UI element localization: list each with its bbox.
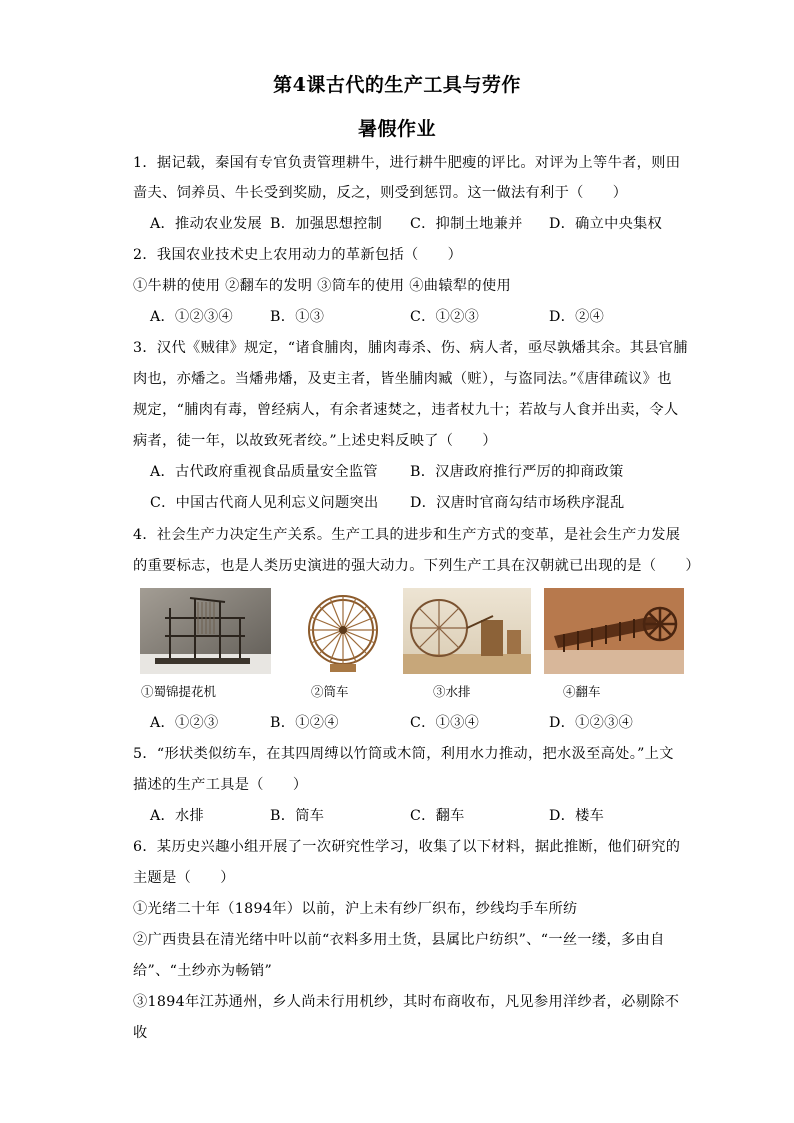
q5-option-b[interactable]: B．筒车 <box>270 808 325 824</box>
q6-material-2-line2: 给”、“土纱亦为畅销” <box>133 963 273 979</box>
q2-stem-line1: 2．我国农业技术史上农用动力的革新包括（ ） <box>133 247 463 263</box>
square-pallet-chain-pump-image <box>544 588 684 674</box>
q2-option-a[interactable]: A．①②③④ <box>150 309 233 325</box>
q4-stem-line2: 的重要标志，也是人类历史演进的强大动力。下列生产工具在汉朝就已出现的是（ ） <box>133 558 700 574</box>
q3-option-a[interactable]: A．古代政府重视食品质量安全监管 <box>150 464 378 480</box>
caption-tube-wheel: ②筒车 <box>311 684 349 699</box>
q5-option-c[interactable]: C．翻车 <box>410 808 465 824</box>
q2-option-b[interactable]: B．①③ <box>270 309 325 325</box>
q1-option-d[interactable]: D．确立中央集权 <box>549 216 663 232</box>
q3-option-c[interactable]: C．中国古代商人见利忘义问题突出 <box>150 495 379 511</box>
q4-option-c[interactable]: C．①③④ <box>410 715 480 731</box>
q1-stem-line1: 1．据记载，秦国有专官负责管理耕牛，进行耕牛肥瘦的评比。对评为上等牛者，则田 <box>133 155 681 171</box>
q2-option-d[interactable]: D．②④ <box>549 309 605 325</box>
q6-material-3-line2: 收 <box>133 1025 148 1041</box>
q2-statements: ①牛耕的使用 ②翻车的发明 ③筒车的使用 ④曲辕犁的使用 <box>133 278 512 294</box>
q3-option-b[interactable]: B．汉唐政府推行严厉的抑商政策 <box>410 464 624 480</box>
caption-chain-pump: ④翻车 <box>563 684 601 699</box>
q3-stem-line1: 3．汉代《贼律》规定，“诸食脯肉，脯肉毒杀、伤、病人者，亟尽孰燔其余。其县官脯 <box>133 340 688 356</box>
q6-material-3-line1: ③1894年江苏通州，乡人尚未行用机纱，其时布商收布，凡见参用洋纱者，必剔除不 <box>133 994 680 1010</box>
q5-stem-line1: 5．“形状类似纺车，在其四周缚以竹筒或木筒，利用水力推动，把水汲至高处。”上文 <box>133 746 674 762</box>
q5-option-a[interactable]: A．水排 <box>150 808 205 824</box>
caption-loom: ①蜀锦提花机 <box>141 684 217 699</box>
caption-water-bellows: ③水排 <box>433 684 471 699</box>
q6-stem-line2: 主题是（ ） <box>133 870 235 886</box>
q4-option-d[interactable]: D．①②③④ <box>549 715 634 731</box>
water-bellows-image <box>403 588 531 674</box>
q4-stem-line1: 4．社会生产力决定生产关系。生产工具的进步和生产方式的变革，是社会生产力发展 <box>133 527 681 543</box>
loom-image <box>140 588 271 674</box>
q5-option-d[interactable]: D．楼车 <box>549 808 605 824</box>
q1-option-b[interactable]: B．加强思想控制 <box>270 216 383 232</box>
q3-stem-line3: 规定，“脯肉有毒，曾经病人，有余者速焚之，违者杖九十；若故与人食并出卖，令人 <box>133 402 679 418</box>
q2-option-c[interactable]: C．①②③ <box>410 309 480 325</box>
q4-option-a[interactable]: A．①②③ <box>150 715 219 731</box>
q4-option-b[interactable]: B．①②④ <box>270 715 339 731</box>
q5-stem-line2: 描述的生产工具是（ ） <box>133 777 308 793</box>
q1-option-a[interactable]: A．推动农业发展 <box>150 216 262 232</box>
q6-material-1: ①光绪二十年（1894年）以前，沪上未有纱厂织布，纱线均手车所纺 <box>133 901 578 917</box>
q1-stem-line2: 啬夫、饲养员、牛长受到奖励，反之，则受到惩罚。这一做法有利于（ ） <box>133 185 628 201</box>
page-title: 第4课古代的生产工具与劳作 <box>273 74 521 96</box>
q3-stem-line4: 病者，徒一年，以故致死者绞。”上述史料反映了（ ） <box>133 433 497 449</box>
q3-stem-line2: 肉也，亦燔之。当燔弗燔，及吏主者，皆坐脯肉臧（赃），与盗同法。”《唐律疏议》也 <box>133 371 672 387</box>
q3-option-d[interactable]: D．汉唐时官商勾结市场秩序混乱 <box>410 495 625 511</box>
q6-stem-line1: 6．某历史兴趣小组开展了一次研究性学习，收集了以下材料，据此推断，他们研究的 <box>133 839 681 855</box>
tube-wheel-image <box>300 588 386 674</box>
page-subtitle: 暑假作业 <box>357 118 436 140</box>
q1-option-c[interactable]: C．抑制土地兼并 <box>410 216 523 232</box>
q6-material-2-line1: ②广西贵县在清光绪中叶以前“衣料多用土货，县属比户纺织”、“一丝一缕，多由自 <box>133 932 665 948</box>
